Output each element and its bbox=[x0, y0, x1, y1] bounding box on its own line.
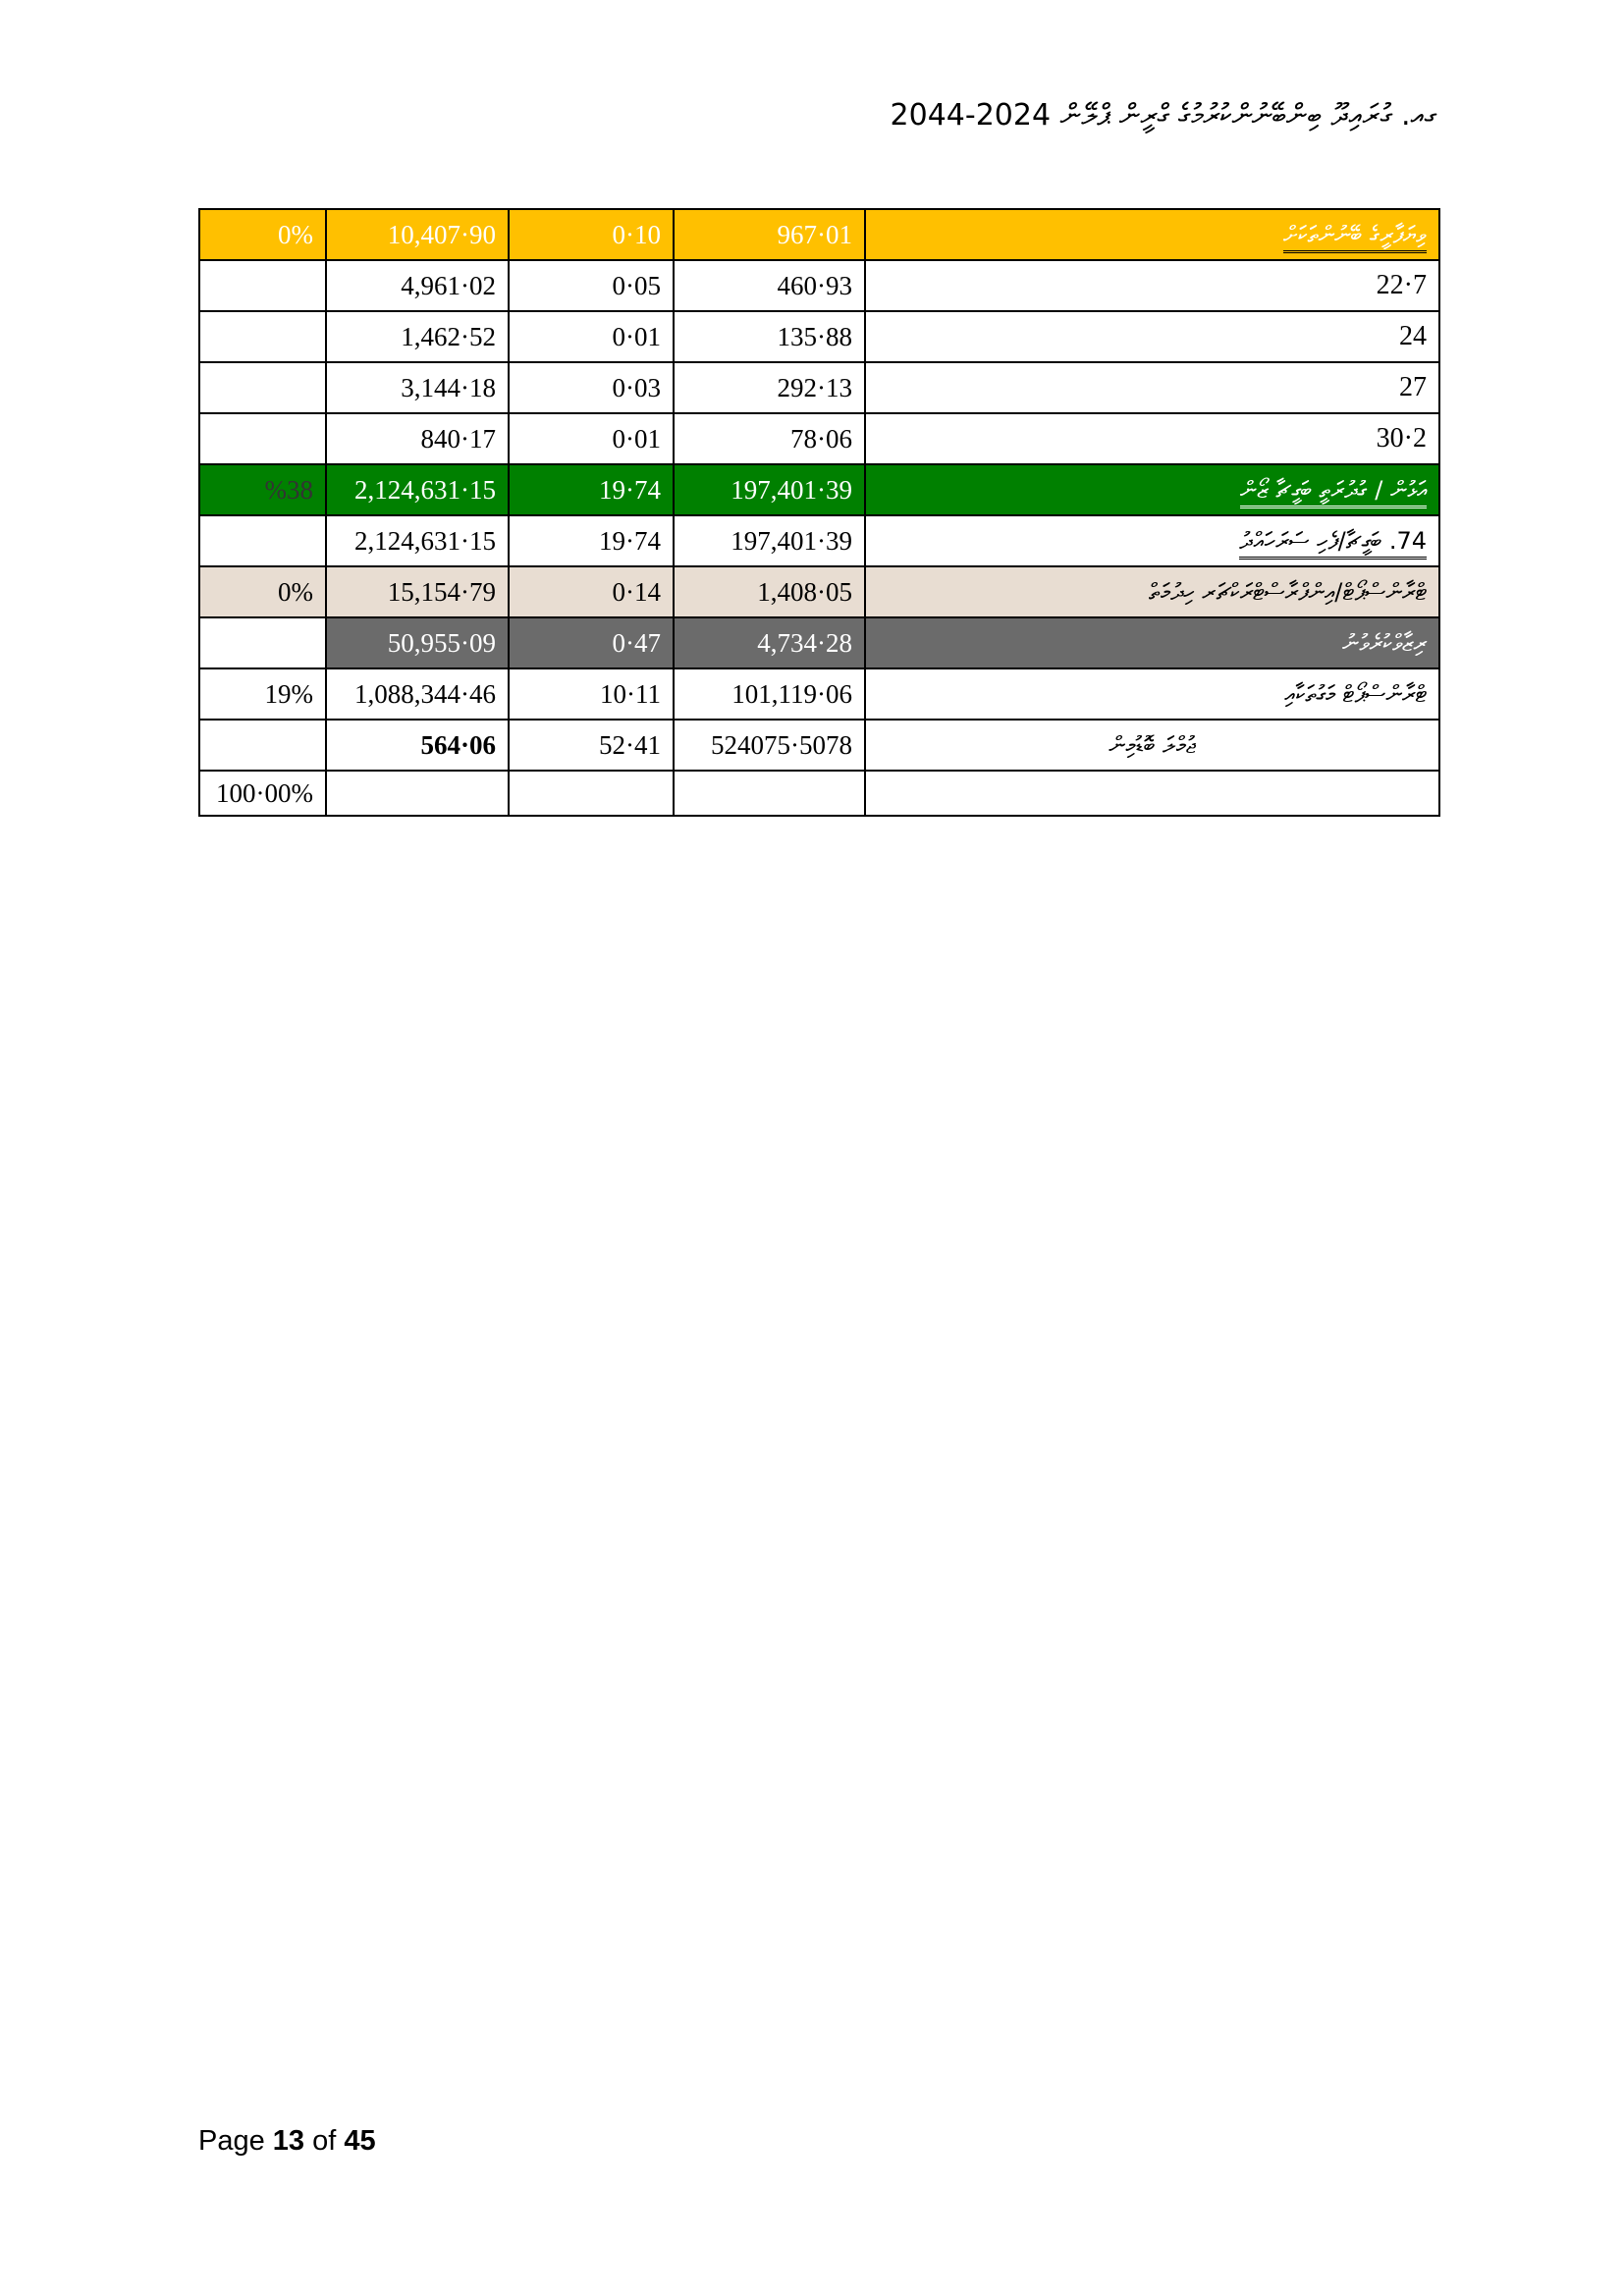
category-label-text: އަޅުން / ގުދުރަތީ ބަގީޗާ ޒޯން bbox=[1240, 476, 1427, 508]
pct-cell bbox=[199, 515, 326, 566]
category-label-text: ވިޔަފާރީގެ ބޭނުންތަކަށް bbox=[1283, 221, 1427, 253]
total-cell: 564·06 bbox=[326, 720, 509, 771]
table-row-total bbox=[199, 720, 1439, 771]
code-label: 27 bbox=[865, 362, 1439, 413]
share-cell: 10·11 bbox=[509, 668, 674, 720]
table-row bbox=[199, 515, 1439, 566]
category-label bbox=[865, 464, 1439, 515]
total-cell: 15,154·79 bbox=[326, 566, 509, 617]
pct-cell: 19% bbox=[199, 668, 326, 720]
total-cell: 1,462·52 bbox=[326, 311, 509, 362]
share-cell: 0·10 bbox=[509, 209, 674, 260]
value-cell: 460·93 bbox=[674, 260, 865, 311]
total-cell: 840·17 bbox=[326, 413, 509, 464]
share-cell: 0·05 bbox=[509, 260, 674, 311]
table-row bbox=[199, 771, 1439, 816]
total-cell: 2,124,631·15 bbox=[326, 464, 509, 515]
total-cell: 4,961·02 bbox=[326, 260, 509, 311]
total-cell: 10,407·90 bbox=[326, 209, 509, 260]
share-cell: 19·74 bbox=[509, 464, 674, 515]
pct-cell bbox=[199, 311, 326, 362]
share-cell: 0·47 bbox=[509, 617, 674, 668]
pct-cell: 100·00% bbox=[199, 771, 326, 816]
pct-cell: 0% bbox=[199, 566, 326, 617]
category-label bbox=[865, 771, 1439, 816]
table-row bbox=[199, 566, 1439, 617]
page-word: Page bbox=[198, 2125, 265, 2157]
value-cell: 101,119·06 bbox=[674, 668, 865, 720]
code-label: 30·2 bbox=[865, 413, 1439, 464]
value-cell bbox=[674, 771, 865, 816]
code-label: 24 bbox=[865, 311, 1439, 362]
total-cell: 50,955·09 bbox=[326, 617, 509, 668]
value-cell: 524075·5078 bbox=[674, 720, 865, 771]
share-cell: 0·01 bbox=[509, 413, 674, 464]
table-row bbox=[199, 209, 1439, 260]
table-row bbox=[199, 617, 1439, 668]
value-cell: 292·13 bbox=[674, 362, 865, 413]
total-label: ޖުމްލަ ބޮޑުމިން bbox=[865, 720, 1439, 771]
total-cell: 3,144·18 bbox=[326, 362, 509, 413]
category-label: ރިޒާވްކުރެވުނު bbox=[865, 617, 1439, 668]
category-label bbox=[865, 209, 1439, 260]
pct-cell: 0% bbox=[199, 209, 326, 260]
pct-cell: %38 bbox=[199, 464, 326, 515]
value-cell: 78·06 bbox=[674, 413, 865, 464]
category-label: ޓްރާންސްޕޯޓް/އިންފްރާސްޓްރަކްޗަރ ހިދުމަތް bbox=[865, 566, 1439, 617]
code-label: 22·7 bbox=[865, 260, 1439, 311]
table-row bbox=[199, 260, 1439, 311]
land-use-table bbox=[198, 208, 1440, 817]
value-cell: 4,734·28 bbox=[674, 617, 865, 668]
page-footer bbox=[198, 2125, 376, 2158]
table-row bbox=[199, 362, 1439, 413]
total-cell: 2,124,631·15 bbox=[326, 515, 509, 566]
subcategory-label bbox=[865, 515, 1439, 566]
total-cell: 1,088,344·46 bbox=[326, 668, 509, 720]
pct-cell bbox=[199, 617, 326, 668]
total-cell bbox=[326, 771, 509, 816]
category-label: ޓްރާންސްޕޯޓް މަގުތަކާއި bbox=[865, 668, 1439, 720]
value-cell: 1,408·05 bbox=[674, 566, 865, 617]
share-cell: 0·14 bbox=[509, 566, 674, 617]
pct-cell bbox=[199, 260, 326, 311]
value-cell: 197,401·39 bbox=[674, 515, 865, 566]
table-row bbox=[199, 413, 1439, 464]
table-row bbox=[199, 311, 1439, 362]
value-cell: 967·01 bbox=[674, 209, 865, 260]
share-cell: 0·03 bbox=[509, 362, 674, 413]
page-total: 45 bbox=[344, 2125, 376, 2157]
pct-cell bbox=[199, 720, 326, 771]
share-cell bbox=[509, 771, 674, 816]
table-row bbox=[199, 668, 1439, 720]
subcategory-label-text: 74. ބަގީޗާ/ފެހި ސަރަހައްދު bbox=[1239, 527, 1427, 560]
document-header: ގއ. ގުރައިދޫ ބިންބޭނުންކުރުމުގެ ގްރީން ޕްލޭން 2024-2044 bbox=[890, 98, 1437, 133]
value-cell: 135·88 bbox=[674, 311, 865, 362]
table-row bbox=[199, 464, 1439, 515]
pct-cell bbox=[199, 362, 326, 413]
share-cell: 52·41 bbox=[509, 720, 674, 771]
share-cell: 0·01 bbox=[509, 311, 674, 362]
share-cell: 19·74 bbox=[509, 515, 674, 566]
pct-cell bbox=[199, 413, 326, 464]
of-word: of bbox=[312, 2125, 337, 2157]
page-number: 13 bbox=[272, 2125, 305, 2157]
value-cell: 197,401·39 bbox=[674, 464, 865, 515]
